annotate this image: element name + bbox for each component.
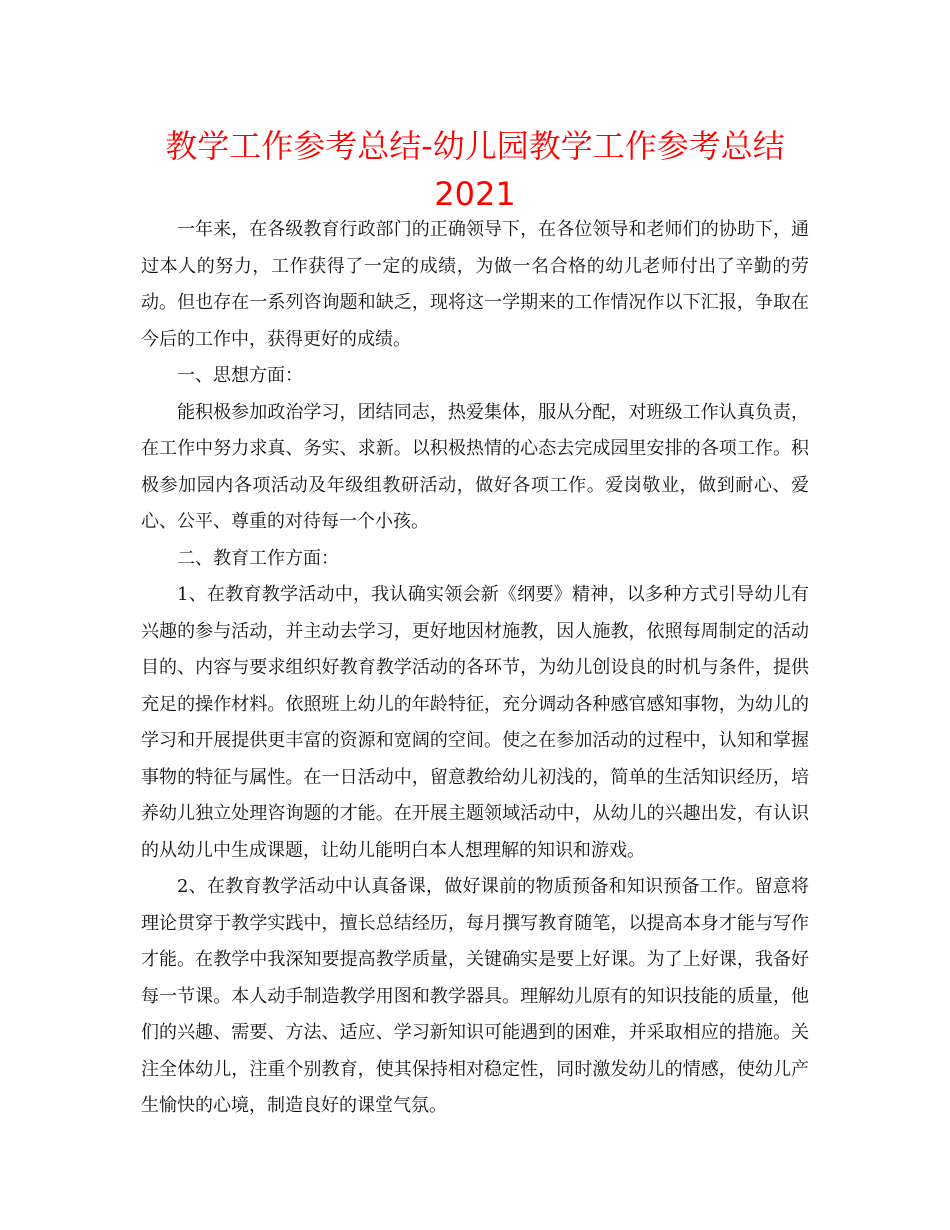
paragraph-intro: 一年来，在各级教育行政部门的正确领导下，在各位领导和老师们的协助下，通过本人的努力，工作获得了一定的成绩，为做一名合格的幼儿老师付出了辛勤的劳动。但也存在一系列咨询题和缺乏，现将这一学期来的工作情况作以下汇报，争取在今后的工作中，获得更好的成绩。 (141, 219, 809, 350)
document-body (141, 212, 809, 1125)
title-line-2: 2021 (434, 175, 516, 213)
title-line-1: 教学工作参考总结-幼儿园教学工作参考总结 (165, 127, 785, 165)
section-heading-thought: 一、思想方面： (177, 365, 303, 386)
document-title (140, 122, 810, 218)
section-heading-education: 二、教育工作方面： (177, 547, 339, 569)
paragraph-thought: 能积极参加政治学习，团结同志，热爱集体，服从分配，对班级工作认真负责，在工作中努力求真、务实、求新。以积极热情的心态去完成园里安排的各项工作。积极参加园内各项活动及年级组教研活动，做好各项工作。爱岗敬业，做到耐心、爱心、公平、尊重的对待每一个小孩。 (141, 401, 809, 532)
paragraph-education-2: 2、在教育教学活动中认真备课，做好课前的物质预备和知识预备工作。留意将理论贯穿于教学实践中，擅长总结经历，每月撰写教育随笔，以提高本身才能与写作才能。在教学中我深知要提高教学质量，关键确实是要上好课。为了上好课，我备好每一节课。本人动手制造教学用图和教学器具。理解幼儿原有的知识技能的质量，他们的兴趣、需要、方法、适应、学习新知识可能遇到的困难，并采取相应的措施。关注全体幼儿，注重个别教育，使其保持相对稳定性，同时激发幼儿的情感，使幼儿产生愉快的心境，制造良好的课堂气氛。 (141, 876, 809, 1116)
paragraph-education-1: 1、在教育教学活动中，我认确实领会新《纲要》精神，以多种方式引导幼儿有兴趣的参与活动，并主动去学习，更好地因材施教，因人施教，依照每周制定的活动目的、内容与要求组织好教育教学活动的各环节，为幼儿创设良的时机与条件，提供充足的操作材料。依照班上幼儿的年龄特征，充分调动各种感官感知事物，为幼儿的学习和开展提供更丰富的资源和宽阔的空间。使之在参加活动的过程中，认知和掌握事物的特征与属性。在一日活动中，留意教给幼儿初浅的，简单的生活知识经历，培养幼儿独立处理咨询题的才能。在开展主题领域活动中，从幼儿的兴趣出发，有认识的从幼儿中生成课题，让幼儿能明白本人想理解的知识和游戏。 (141, 584, 809, 861)
